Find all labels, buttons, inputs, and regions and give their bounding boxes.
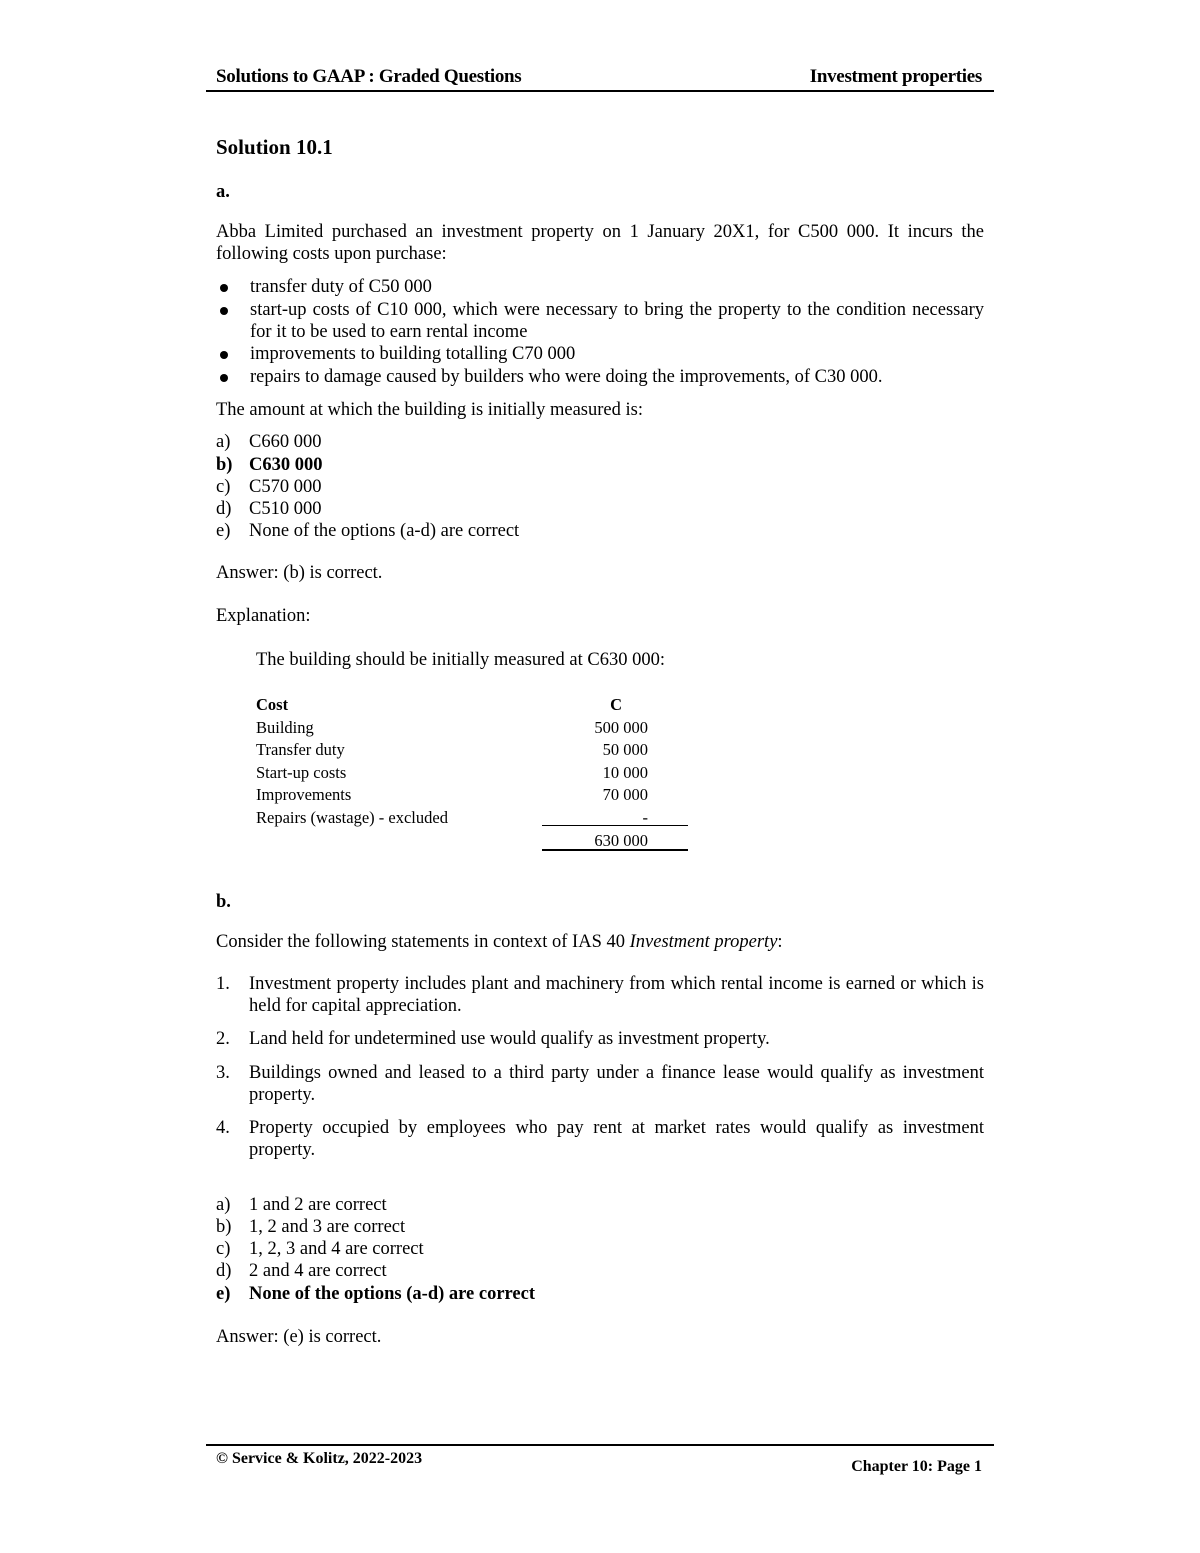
table-cell-label: Building [256, 717, 314, 737]
option-key: b) [216, 1217, 232, 1237]
statement-item [216, 1062, 984, 1106]
table-row [256, 762, 688, 785]
option-text: 2 and 4 are correct [249, 1261, 387, 1281]
statement-item [216, 1117, 984, 1161]
option-key: a) [216, 1195, 231, 1215]
total-top-rule [542, 825, 688, 826]
table-header-row [256, 694, 688, 717]
table-row [256, 784, 688, 807]
footer-copyright: © Service & Kolitz, 2022-2023 [216, 1450, 423, 1467]
bullet-dot-icon [220, 374, 228, 382]
explanation-label: Explanation: [216, 606, 311, 626]
bullet-dot-icon [220, 307, 228, 315]
statement-item [216, 1028, 984, 1050]
table-cell-value: 70 000 [602, 785, 648, 804]
intro-suffix: : [777, 932, 783, 952]
standard-name: Investment property [629, 932, 778, 952]
statement-text: Buildings owned and leased to a third party under a finance lease would qualify as investment property. [249, 1063, 984, 1105]
table-header-cost: Cost [256, 695, 289, 714]
explanation-text: The building should be initially measured at C630 000: [256, 650, 665, 670]
page-header [206, 66, 994, 92]
bullet-item [218, 366, 984, 388]
option-item [216, 498, 321, 520]
statement-text: Property occupied by employees who pay rent at market rates would qualify as investment property. [249, 1118, 984, 1160]
table-cell-label: Improvements [256, 785, 352, 804]
option-key: b) [216, 455, 233, 475]
option-item [216, 1260, 387, 1282]
statement-number: 4. [216, 1118, 230, 1138]
option-item [216, 520, 519, 542]
bullet-item [218, 276, 984, 298]
option-text: 1, 2 and 3 are correct [249, 1217, 406, 1237]
header-left-title: Solutions to GAAP : Graded Questions [216, 66, 522, 87]
table-cell-label: Start-up costs [256, 762, 347, 782]
total-bottom-rule [542, 849, 688, 851]
option-text: C660 000 [249, 432, 322, 452]
table-header-currency: C [610, 695, 622, 714]
bullet-item [218, 299, 984, 343]
part-a-answer: Answer: (b) is correct. [216, 563, 383, 583]
part-b-answer: Answer: (e) is correct. [216, 1327, 382, 1347]
option-text: C570 000 [249, 477, 322, 497]
statement-item [216, 973, 984, 1017]
footer-page-number: Chapter 10: Page 1 [851, 1458, 982, 1475]
cost-table [256, 694, 688, 853]
option-text: None of the options (a-d) are correct [249, 1284, 536, 1304]
table-cell-label: Transfer duty [256, 740, 345, 759]
table-row [256, 739, 688, 762]
table-cell-label: Repairs (wastage) - excluded [256, 807, 448, 827]
bullet-item [218, 343, 984, 365]
part-b-label: b. [216, 892, 231, 912]
bullet-text: improvements to building totalling C70 000 [250, 344, 576, 364]
table-row [256, 717, 688, 740]
statement-number: 1. [216, 974, 230, 994]
header-right-title: Investment properties [809, 66, 982, 87]
option-key: d) [216, 1261, 232, 1281]
option-text: C510 000 [249, 499, 322, 519]
statement-text: Investment property includes plant and machinery from which rental income is earned or which is held for capital appreciation. [249, 974, 984, 1016]
option-key: e) [216, 521, 231, 541]
table-cell-value: 10 000 [602, 762, 648, 782]
option-key: c) [216, 477, 231, 497]
option-item [216, 431, 321, 453]
option-item-correct [216, 1283, 535, 1305]
option-text: 1 and 2 are correct [249, 1195, 387, 1215]
table-cell-value: 500 000 [594, 717, 648, 737]
option-text: None of the options (a-d) are correct [249, 521, 520, 541]
statement-text: Land held for undetermined use would qualify as investment property. [249, 1029, 770, 1049]
part-a-intro: Abba Limited purchased an investment property on 1 January 20X1, for C500 000. It incurs the following costs upon purchase: [216, 222, 984, 264]
part-b-intro [216, 931, 783, 953]
table-total-value: 630 000 [594, 831, 648, 850]
bullet-text: start-up costs of C10 000, which were necessary to bring the property to the condition necessary for it to be used to earn rental income [250, 300, 984, 342]
solution-title: Solution 10.1 [216, 135, 333, 159]
statement-number: 2. [216, 1029, 230, 1049]
option-key: a) [216, 432, 231, 452]
option-key: c) [216, 1239, 231, 1259]
part-a-question: The amount at which the building is initially measured is: [216, 400, 643, 420]
option-item [216, 1216, 405, 1238]
option-item [216, 476, 321, 498]
option-text: 1, 2, 3 and 4 are correct [249, 1239, 424, 1259]
bullet-dot-icon [220, 351, 228, 359]
option-item [216, 1238, 424, 1260]
page-footer [206, 1444, 994, 1475]
intro-text: Consider the following statements in context of IAS 40 [216, 932, 630, 952]
option-key: e) [216, 1284, 231, 1304]
option-item-correct [216, 454, 323, 476]
option-key: d) [216, 499, 232, 519]
option-text: C630 000 [249, 455, 323, 475]
table-cell-value: - [642, 807, 648, 827]
bullet-text: repairs to damage caused by builders who were doing the improvements, of C30 000. [250, 367, 883, 387]
table-cell-value: 50 000 [602, 740, 648, 759]
part-a-label: a. [216, 182, 230, 202]
bullet-dot-icon [220, 284, 228, 292]
bullet-text: transfer duty of C50 000 [250, 277, 432, 297]
option-item [216, 1194, 387, 1216]
statement-number: 3. [216, 1063, 230, 1083]
